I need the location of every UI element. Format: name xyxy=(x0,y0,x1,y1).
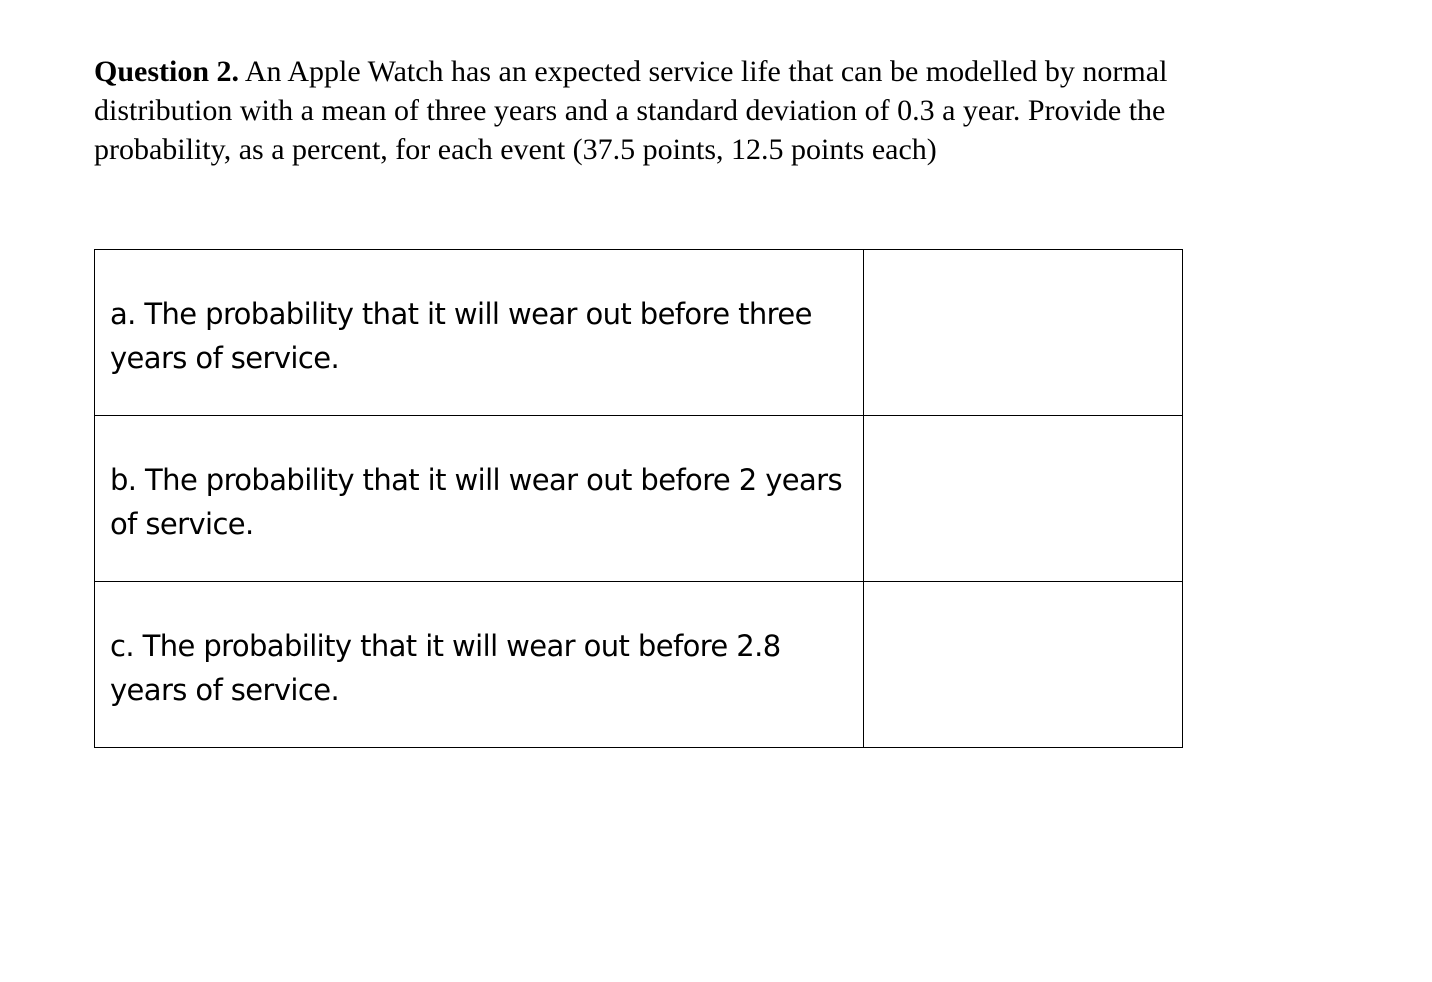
prompt-c: c. The probability that it will wear out before 2.8 years of service. xyxy=(110,629,781,707)
answer-cell-b[interactable] xyxy=(864,416,1183,582)
prompt-cell-b xyxy=(95,416,864,582)
prompt-a: a. The probability that it will wear out before three years of service. xyxy=(110,297,812,375)
table-row xyxy=(95,582,1183,748)
prompt-cell-a xyxy=(95,250,864,416)
answer-table xyxy=(94,249,1183,748)
question-text xyxy=(94,52,1254,169)
answer-cell-a[interactable] xyxy=(864,250,1183,416)
question-body: An Apple Watch has an expected service life that can be modelled by normal distribution with a mean of three years and a standard deviation of 0.3 a year. Provide the probability, as a percent, for each event (37.5 points, 12.5 points each) xyxy=(94,55,1168,166)
table-row xyxy=(95,250,1183,416)
prompt-b: b. The probability that it will wear out before 2 years of service. xyxy=(110,463,843,541)
question-label: Question 2. xyxy=(94,55,240,88)
answer-cell-c[interactable] xyxy=(864,582,1183,748)
table-row xyxy=(95,416,1183,582)
prompt-cell-c xyxy=(95,582,864,748)
